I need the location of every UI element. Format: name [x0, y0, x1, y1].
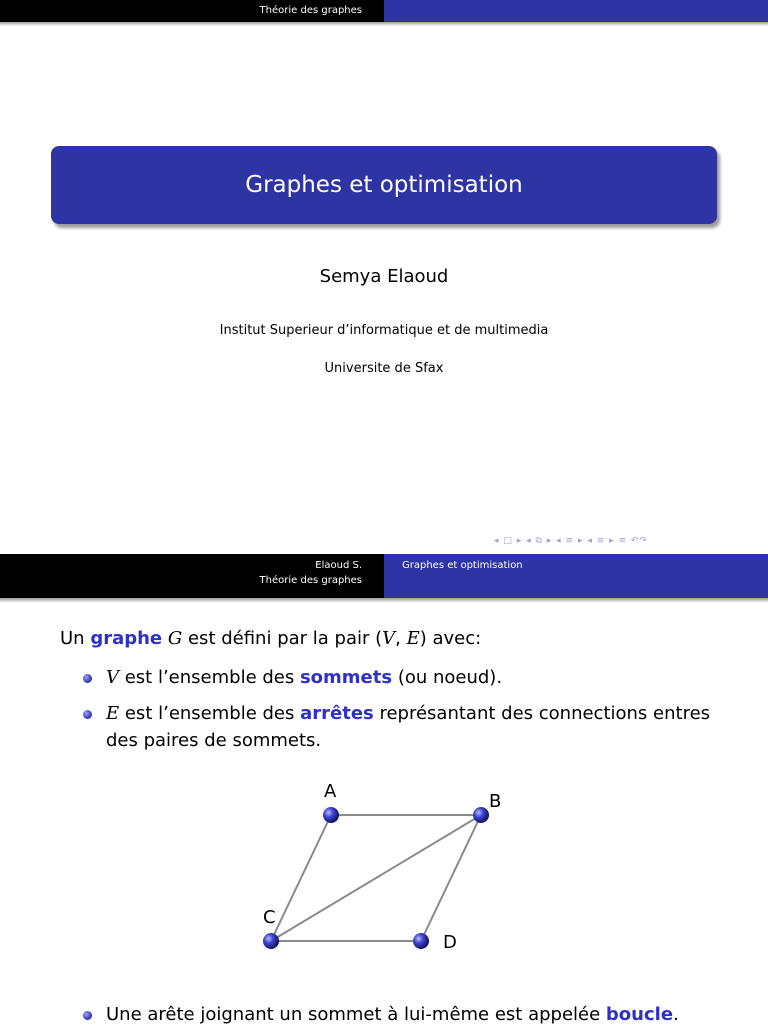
title-block	[51, 146, 717, 224]
math-var-e: E	[406, 628, 420, 649]
text-segment: Une arête joignant un sommet à lui-même est appelée	[106, 1004, 606, 1025]
header-bar-right	[384, 0, 768, 22]
institute-line-1: Institut Superieur d’informatique et de multimedia	[219, 323, 549, 338]
bullet-item-sommets	[84, 664, 502, 691]
footer-title: Graphes et optimisation	[402, 560, 523, 571]
bullet-item-boucle	[84, 1001, 679, 1028]
vertex-b	[473, 807, 489, 823]
institute-line-2: Universite de Sfax	[324, 361, 444, 376]
slide-title: Graphes et optimisation	[245, 172, 523, 198]
bullet-icon	[83, 710, 92, 719]
vertex-label-c: C	[263, 907, 276, 928]
text-segment: ) avec:	[419, 628, 482, 649]
vertex-a	[323, 807, 339, 823]
text-segment: ,	[395, 628, 407, 649]
text-segment: est défini par la pair (	[182, 628, 383, 649]
vertex-d	[413, 933, 429, 949]
text-segment: (ou noeud).	[392, 667, 503, 688]
edge-b-c	[271, 815, 481, 941]
bullet-icon	[83, 674, 92, 683]
math-var-e: E	[106, 703, 120, 724]
bullet-item-arretes	[84, 700, 724, 754]
math-var-g: G	[167, 628, 183, 649]
math-var-v: V	[382, 628, 396, 649]
keyword-arretes: arrêtes	[300, 703, 374, 724]
beamer-navigation-icons[interactable]: ◂ □ ▸ ◂ ⧉ ▸ ◂ ≡ ▸ ◂ ≡ ▸ ≡ ↶↷	[494, 536, 648, 546]
definition-line	[60, 628, 481, 649]
text-segment: est l’ensemble des	[119, 703, 301, 724]
vertex-label-d: D	[443, 932, 457, 953]
author-name: Semya Elaoud	[319, 266, 449, 287]
footer-bar-right	[384, 554, 768, 598]
footer-subtitle: Théorie des graphes	[259, 575, 362, 586]
text-segment: est l’ensemble des	[119, 667, 300, 688]
text-segment: représantant des connections entres des paires de sommets.	[106, 703, 711, 751]
math-var-v: V	[106, 667, 119, 688]
header-bar-left	[0, 0, 384, 22]
bullet-icon	[83, 1011, 92, 1020]
footer-shadow	[0, 598, 768, 603]
keyword-sommets: sommets	[299, 667, 393, 688]
footer-author: Elaoud S.	[315, 560, 362, 571]
vertex-label-a: A	[324, 781, 337, 802]
text-segment: Un	[60, 628, 91, 649]
vertex-c	[263, 933, 279, 949]
header-shadow	[0, 22, 768, 26]
vertex-label-b: B	[489, 791, 502, 812]
text-segment: .	[673, 1004, 679, 1025]
keyword-boucle: boucle	[605, 1004, 674, 1025]
header-title: Théorie des graphes	[259, 5, 362, 16]
footer-bar-left	[0, 554, 384, 598]
graph-diagram	[240, 772, 502, 972]
keyword-graphe: graphe	[90, 628, 163, 649]
